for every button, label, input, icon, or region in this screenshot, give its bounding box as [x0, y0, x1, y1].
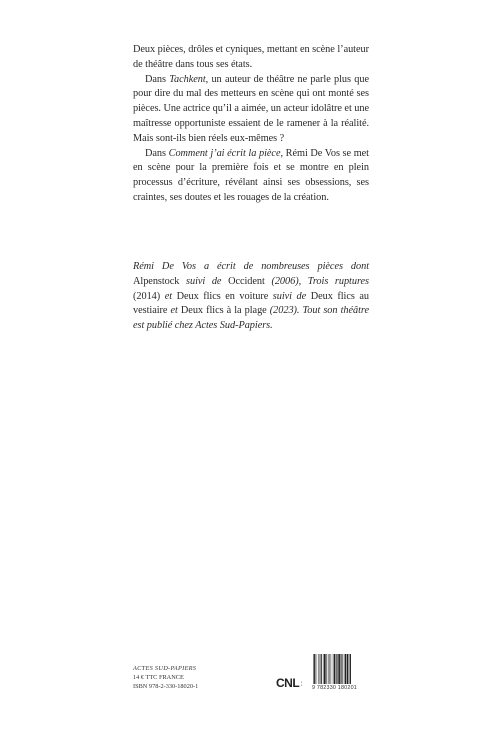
price-label: 14 € TTC FRANCE	[133, 674, 184, 682]
isbn-label: ISBN 978-2-330-18020-1	[133, 683, 199, 691]
cnl-logo: CNL ▪ ▪	[276, 676, 302, 690]
barcode-bars	[312, 654, 368, 684]
back-cover-summary	[133, 43, 369, 206]
imprint-footer	[133, 664, 198, 692]
summary-paragraph-1: Deux pièces, drôles et cyniques, mettant en scène l’auteur de théâtre dans tous ses états.	[133, 44, 369, 70]
barcode-digits: 9 782330 180201	[312, 685, 357, 691]
summary-paragraph-2: Dans Tachkent, un auteur de théâtre ne parle plus que pour dire du mal des metteurs en scène qui ont monté ses pièces. Une actrice qu’il a aimée, un acteur idolâtre et une maîtresse opportuniste essaient de le ramener à la réalité. Mais sont-ils bien réels eux-mêmes ?	[133, 73, 369, 144]
publisher-name: ACTES SUD-PAPIERS	[133, 665, 197, 672]
isbn-barcode	[312, 654, 368, 691]
summary-paragraph-3: Dans Comment j’ai écrit la pièce, Rémi De Vos se met en scène pour la première fois et se montre en plein processus d’écriture, révélant ainsi ses obsessions, ses craintes, ses doutes et les rouages de la création.	[133, 147, 369, 203]
author-bio: Rémi De Vos a écrit de nombreuses pièces dont Alpenstock suivi de Occident (2006), Trois ruptures (2014) et Deux flics en voiture suivi de Deux flics au vestiaire et Deux flics à la plage (2023). Tout son théâtre est publié chez Actes Sud-Papiers.	[133, 261, 370, 332]
play-title-comment: Comment j’ai écrit la pièce	[168, 147, 281, 159]
cnl-logo-mark: ▪ ▪	[301, 679, 302, 687]
play-title-tachkent: Tachkent	[169, 73, 206, 85]
